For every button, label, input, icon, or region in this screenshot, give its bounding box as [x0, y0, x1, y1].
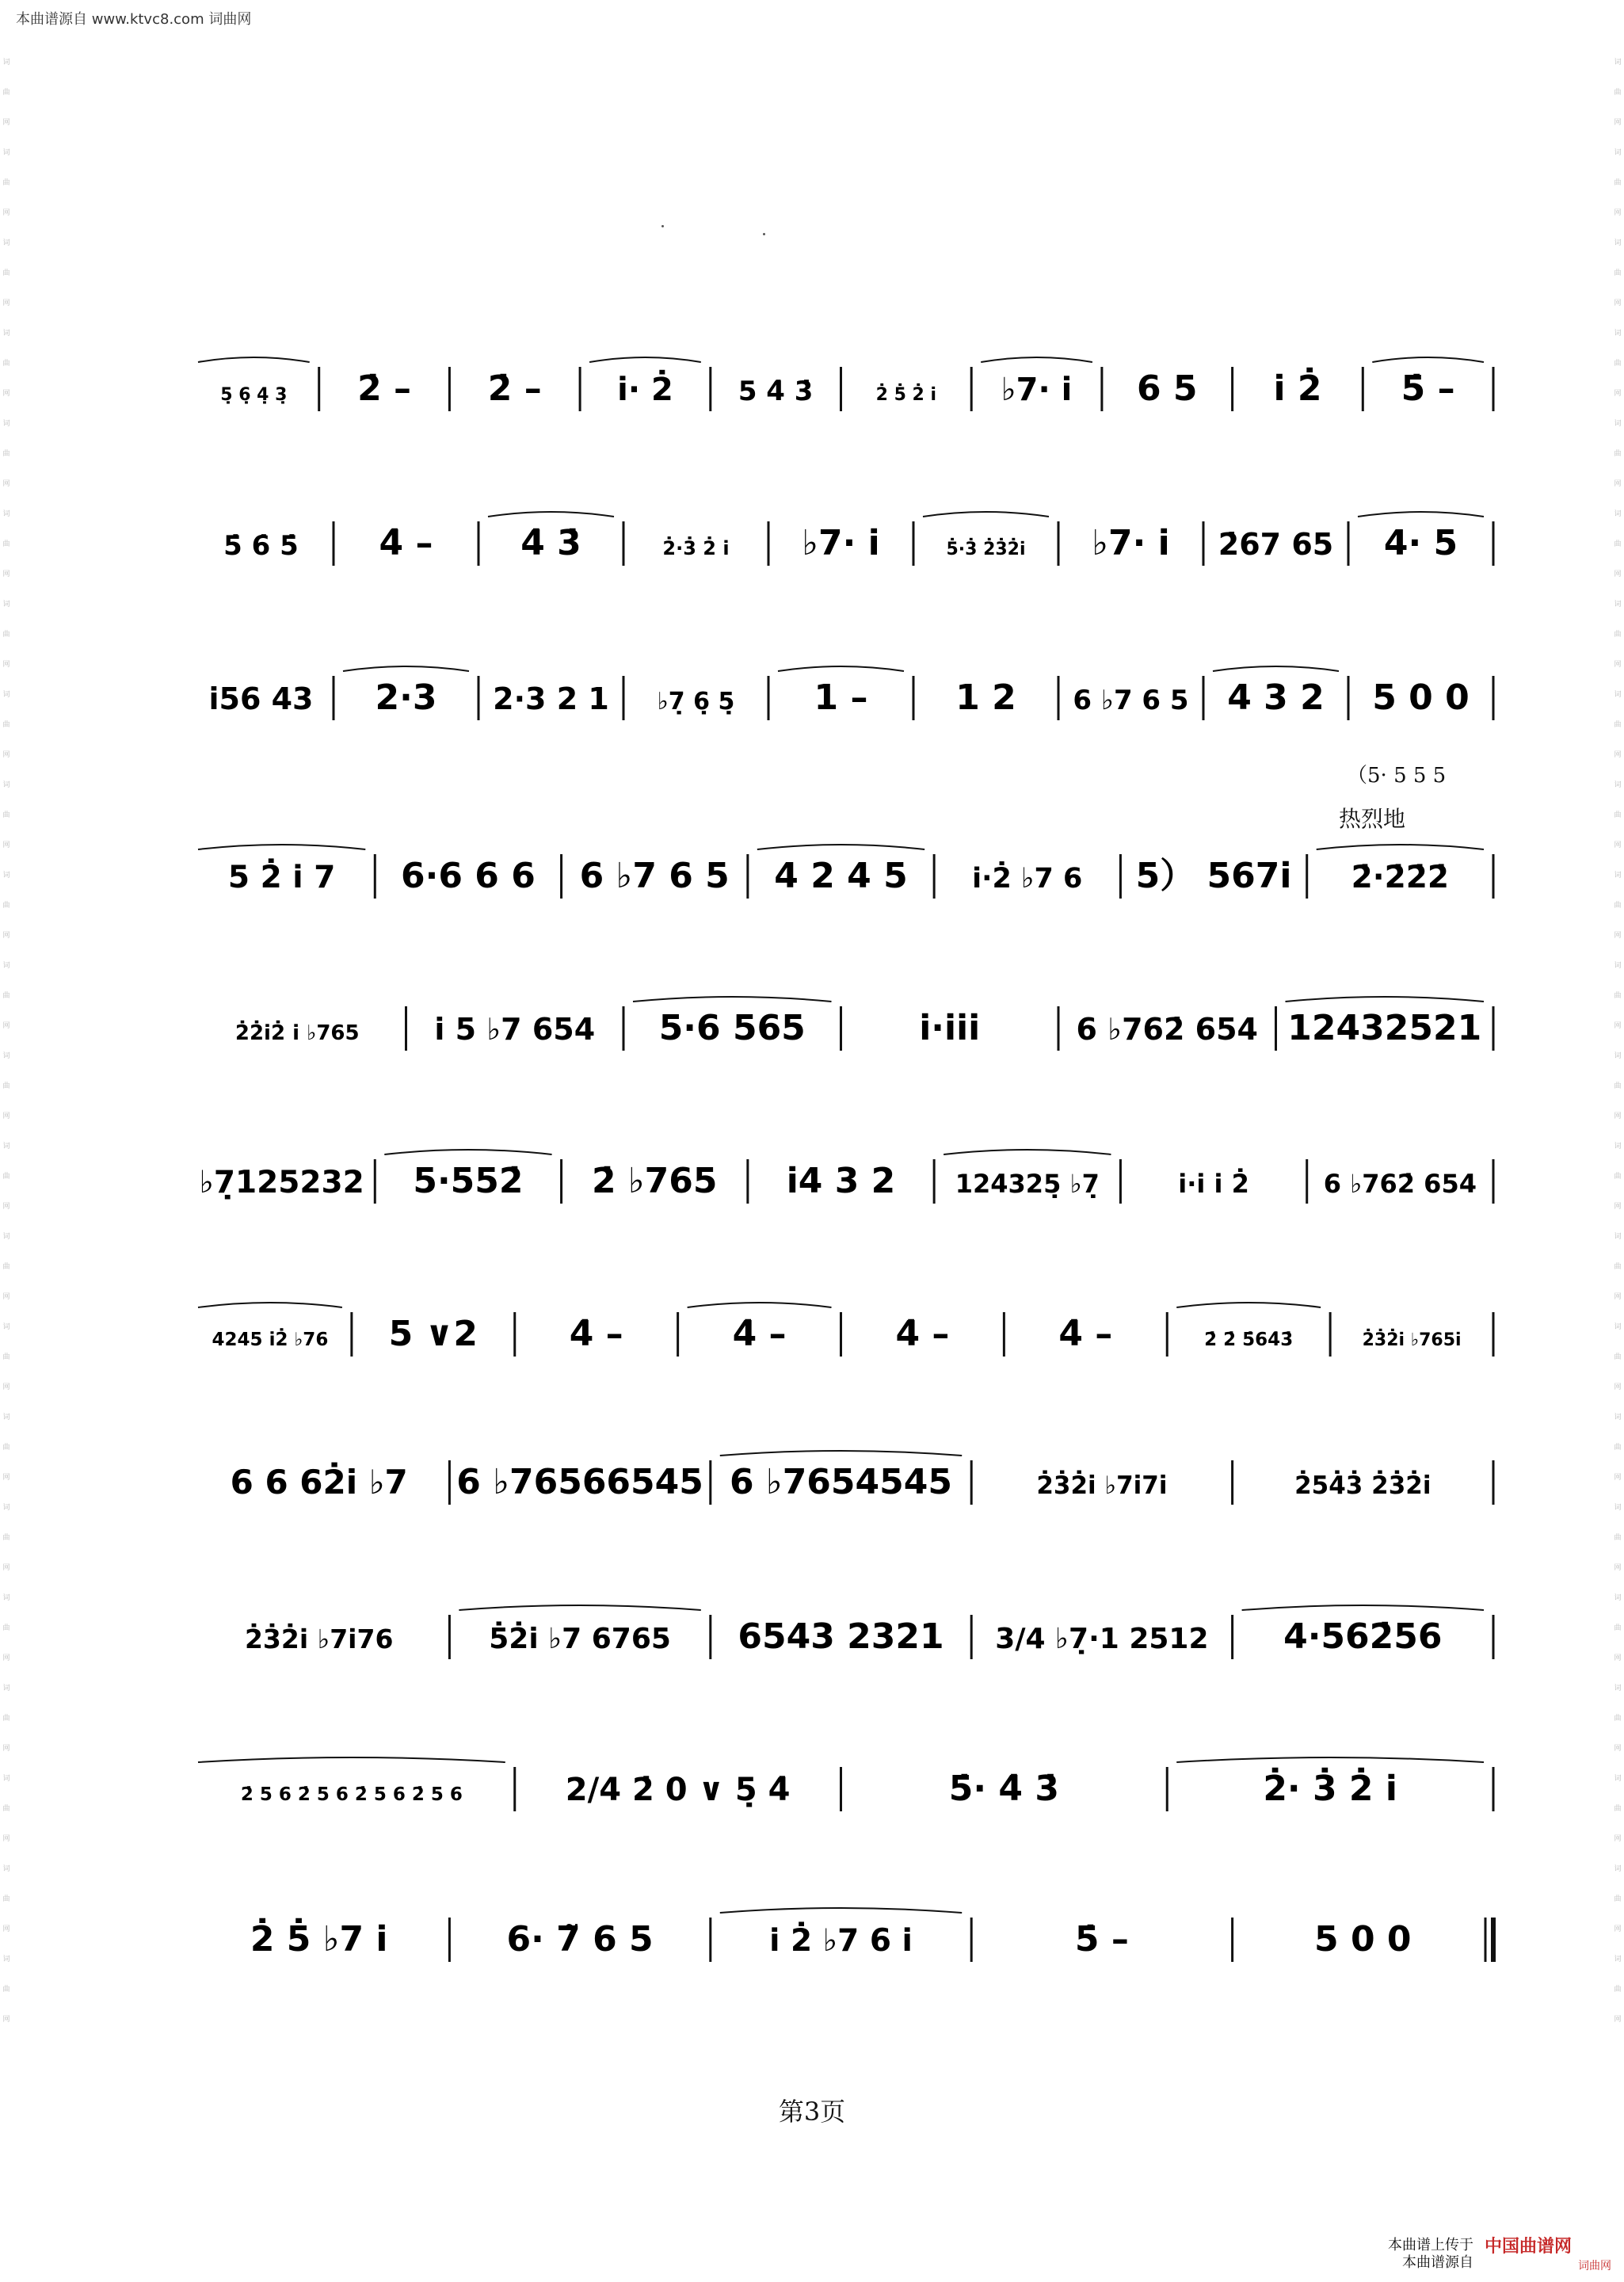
- measure-notes: 2̇67 65: [1218, 527, 1334, 562]
- slur: [757, 845, 924, 849]
- measure-notes: 2̇ 5 6 2̇ 5 6 2̇ 5 6 2̇ 5 6: [240, 1784, 463, 1805]
- site-logo: [1485, 2233, 1611, 2272]
- measure-notes: 6·6 6 6: [401, 856, 536, 896]
- measure-notes: 2̇ 5̇ ♭7 i̇: [250, 1919, 388, 1960]
- measure-notes: ♭7· i̇: [1001, 372, 1073, 408]
- slur: [688, 1303, 832, 1307]
- measure-notes: 2̇ –: [357, 368, 412, 409]
- slur: [589, 357, 701, 362]
- measure-notes: 6 ♭76566545: [456, 1462, 703, 1502]
- measure-notes: 4·562̇56: [1283, 1616, 1443, 1657]
- measure-notes: 2̇54̇3̇ 2̇3̇2̇i̇: [1294, 1471, 1431, 1500]
- measure-notes: 5̇ –: [1074, 1919, 1129, 1960]
- tempo-marking: 热烈地: [1339, 806, 1406, 832]
- measure-notes: 6 ♭762̇ 654: [1323, 1169, 1477, 1199]
- measure-notes: 6543 2321: [738, 1616, 944, 1657]
- measure-notes: 2̇ 2̇ 5̇64̇3̇: [1204, 1330, 1294, 1350]
- measure-notes: 4̇ –: [379, 523, 433, 563]
- measure-notes: i̇·i̇i̇i̇: [919, 1008, 981, 1048]
- logo-text: 中国曲谱网: [1485, 2237, 1573, 2257]
- measure-notes: i̇56 43: [208, 681, 314, 716]
- measure-notes: 5·552̇: [413, 1161, 524, 1201]
- measure-notes: 5 2̇ i̇ 7: [227, 860, 336, 895]
- measure-notes: ♭7̣ 6̣ 5̣: [657, 688, 735, 716]
- measure-notes: 2̇3̇2̇i̇ ♭7i̇76: [244, 1624, 394, 1654]
- measure-notes: 5·6 565: [658, 1008, 806, 1048]
- source-note: 本曲谱源自 www.ktvc8.com 词曲网: [16, 11, 252, 28]
- measure-notes: i̇ 2̇ ♭7 6 i̇: [769, 1923, 913, 1959]
- logo-subtext: 词曲网: [1578, 2260, 1611, 2272]
- slur: [459, 1605, 700, 1610]
- measure-notes: 2̇ 5̇ 2̇ i̇: [875, 385, 937, 405]
- slur: [198, 357, 310, 362]
- measure-notes: 4̇ –: [1058, 1314, 1113, 1354]
- slur: [198, 1303, 342, 1307]
- slur: [343, 666, 469, 671]
- measure-notes: 2̇·2̇2̇2̇: [1351, 860, 1450, 895]
- measure-notes: i̇ 5 ♭7 654: [434, 1012, 596, 1047]
- measure-notes: 12432521: [1287, 1008, 1482, 1048]
- slur: [1358, 512, 1484, 517]
- slur: [778, 666, 904, 671]
- measure-notes: 4 3 2: [1227, 677, 1325, 718]
- measure-notes: 5） 567i̇: [1135, 856, 1292, 896]
- slur: [1372, 357, 1484, 362]
- measure-notes: 2̇· 3̇ 2̇ i̇: [1263, 1769, 1397, 1809]
- slur: [1176, 1757, 1484, 1762]
- slur: [1176, 1303, 1321, 1307]
- left-watermark: 词曲网词曲网词曲网词曲网词曲网词曲网词曲网词曲网词曲网词曲网词曲网词曲网词曲网词曲网词曲网词曲网词曲网词曲网词曲网词曲网词曲网词曲网: [2, 59, 10, 2024]
- measure-notes: 5̇ 6̇ 5̇: [223, 530, 299, 562]
- measure-notes: i̇·i̇ i̇ 2̇: [1178, 1169, 1249, 1199]
- measure-notes: 124325̣ ♭7̣: [955, 1169, 1100, 1199]
- measure-notes: 5 ∨2: [388, 1314, 478, 1354]
- measure-notes: 6· 7̃ 6 5: [506, 1919, 654, 1960]
- measure-notes: 2̇3̇2̇i̇ ♭765i̇: [1362, 1330, 1462, 1350]
- slur: [198, 1757, 505, 1762]
- measure-notes: 6 ♭762̇ 654: [1076, 1012, 1258, 1047]
- measure-notes: 5 4̇ 3̇: [738, 376, 814, 407]
- measure-notes: 2̇ ♭765: [591, 1161, 718, 1201]
- measure-notes: 5 0 0: [1372, 677, 1470, 718]
- measure-notes: ♭7· i̇: [1092, 523, 1170, 563]
- measure-notes: 2̇2̇i̇2̇ i̇ ♭765: [234, 1021, 360, 1045]
- measure-notes: 6 ♭7 6 5: [1073, 685, 1189, 716]
- measure-notes: 5 0 0: [1314, 1919, 1412, 1960]
- measure-notes: 4̇ –: [732, 1314, 787, 1354]
- measure-notes: 6 5: [1136, 368, 1198, 409]
- measure-notes: i̇·2̇ ♭7 6: [972, 863, 1083, 895]
- slur: [981, 357, 1092, 362]
- measure-notes: 4245 i̇2̇ ♭76: [212, 1330, 329, 1350]
- slur: [633, 997, 832, 1002]
- slur: [1317, 845, 1484, 849]
- slur: [198, 845, 365, 849]
- measure-notes: 2/4 2̇ 0 ∨ 5̣ 4̇: [565, 1772, 791, 1808]
- slur: [720, 1451, 962, 1456]
- measure-notes: ♭7· i̇: [802, 523, 880, 563]
- slur: [720, 1908, 962, 1913]
- measure-notes: 5̇· 4̇ 3̇: [948, 1769, 1059, 1809]
- right-watermark: 词曲网词曲网词曲网词曲网词曲网词曲网词曲网词曲网词曲网词曲网词曲网词曲网词曲网词曲网词曲网词曲网词曲网词曲网词曲网词曲网词曲网词曲网: [1614, 59, 1622, 2024]
- measure-notes: 4̇ –: [895, 1314, 950, 1354]
- slur: [488, 512, 614, 517]
- measure-notes: 2·3: [375, 677, 437, 718]
- measure-notes: i̇ 2̇: [1273, 368, 1322, 409]
- measure-notes: 5̇2̇i̇ ♭7 6765: [489, 1623, 671, 1655]
- measure-notes: 2̇ –: [487, 368, 542, 409]
- slur: [944, 1150, 1111, 1154]
- measure-notes: 5̇·3̇ 2̇3̇2̇i̇: [946, 540, 1026, 559]
- measure-notes: 4̇ –: [569, 1314, 623, 1354]
- measure-notes: 5̇ –: [1401, 368, 1455, 409]
- measure-notes: 3/4 ♭7̣·1 2512: [995, 1623, 1209, 1655]
- measure-notes: ♭7̣125232: [199, 1165, 364, 1200]
- measure-notes: 2·3 2 1: [493, 681, 609, 716]
- slur: [1213, 666, 1339, 671]
- measure-notes: 6 ♭7654545: [730, 1462, 952, 1502]
- measure-notes: 1 2: [955, 677, 1016, 718]
- measure-notes: 5̣ 6̣ 4̣ 3̣: [220, 385, 288, 405]
- measure-notes: 6 ♭7 6 5: [579, 856, 730, 896]
- footer-line1: 本曲谱上传于: [1388, 2237, 1473, 2253]
- footer-note: [1388, 2237, 1473, 2272]
- measure-notes: 4 2 4 5: [774, 856, 908, 896]
- slur: [923, 512, 1049, 517]
- measure-notes: 4· 5: [1383, 523, 1458, 563]
- intro-marking: （5· 5 5 5: [1347, 764, 1447, 788]
- measure-notes: 6 6 62̇i̇ ♭7: [230, 1463, 408, 1502]
- page-number: 第3页: [778, 2097, 846, 2127]
- measure-notes: 2̇·3̇ 2̇ i̇: [662, 537, 730, 559]
- slur: [1242, 1605, 1484, 1610]
- slur: [384, 1150, 551, 1154]
- measure-notes: 4̇ 3̇: [520, 523, 581, 563]
- measure-notes: i̇4 3 2: [786, 1161, 896, 1201]
- footer-line2: 本曲谱源自: [1402, 2254, 1473, 2271]
- slur: [1286, 997, 1485, 1002]
- measure-notes: 2̇3̇2̇i̇ ♭7i̇7i̇: [1036, 1471, 1168, 1500]
- measure-notes: i̇· 2̇: [617, 372, 673, 408]
- measure-notes: 1 –: [814, 677, 868, 718]
